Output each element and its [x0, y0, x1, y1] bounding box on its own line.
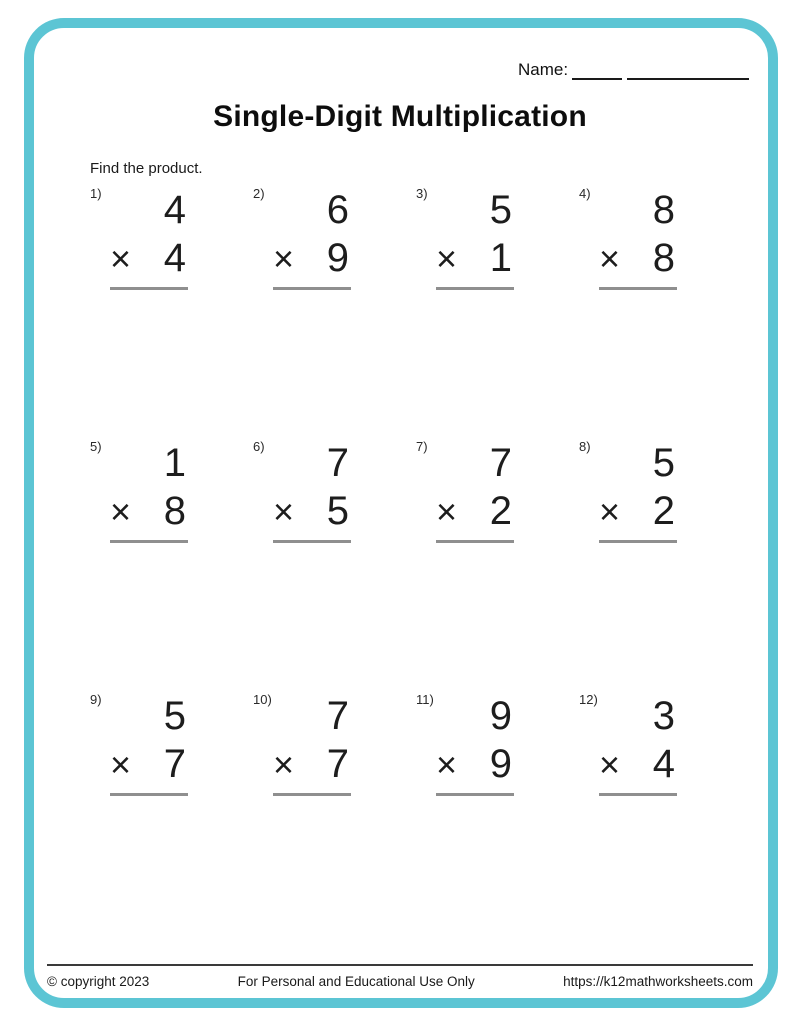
problem-cell-4 [579, 186, 742, 439]
multiply-sign: × [436, 491, 458, 532]
problem-work-area [436, 443, 514, 543]
problem-cell-12 [579, 692, 742, 945]
multiply-sign: × [273, 238, 295, 279]
problem-number: 4) [579, 186, 591, 201]
answer-line [436, 793, 514, 796]
problem-work-area [599, 696, 677, 796]
top-factor: 7 [326, 694, 349, 738]
problem-number: 7) [416, 439, 428, 454]
top-factor: 1 [163, 441, 186, 485]
problem-work-area [436, 190, 514, 290]
bottom-factor: 1 [489, 236, 512, 280]
problem-cell-10 [253, 692, 416, 945]
top-factor: 5 [489, 188, 512, 232]
answer-line [273, 540, 351, 543]
multiply-sign: × [599, 491, 621, 532]
problem-work-area [110, 190, 188, 290]
multiplier-row [273, 744, 351, 784]
answer-line [110, 793, 188, 796]
answer-line [273, 793, 351, 796]
problem-cell-1 [90, 186, 253, 439]
page-title: Single-Digit Multiplication [213, 100, 587, 133]
multiplier-row [273, 491, 351, 531]
multiply-sign: × [273, 491, 295, 532]
answer-line [110, 540, 188, 543]
top-factor: 8 [652, 188, 675, 232]
problem-work-area [273, 443, 351, 543]
bottom-factor: 5 [326, 489, 349, 533]
multiplier-row [273, 238, 351, 278]
multiply-sign: × [273, 744, 295, 785]
problem-number: 5) [90, 439, 102, 454]
problem-cell-11 [416, 692, 579, 945]
problem-number: 1) [90, 186, 102, 201]
problem-cell-3 [416, 186, 579, 439]
footer-usage-text: For Personal and Educational Use Only [237, 974, 475, 989]
problems-grid [90, 186, 742, 945]
bottom-factor: 8 [652, 236, 675, 280]
problem-work-area [273, 696, 351, 796]
multiply-sign: × [599, 238, 621, 279]
name-field-row [518, 60, 749, 80]
problem-work-area [273, 190, 351, 290]
bottom-factor: 9 [326, 236, 349, 280]
bottom-factor: 2 [652, 489, 675, 533]
multiplier-row [110, 238, 188, 278]
problem-cell-6 [253, 439, 416, 692]
top-factor: 5 [163, 694, 186, 738]
top-factor: 7 [326, 441, 349, 485]
instruction-text: Find the product. [90, 160, 203, 177]
problem-cell-8 [579, 439, 742, 692]
name-label: Name: [518, 60, 569, 79]
answer-line [599, 540, 677, 543]
footer-divider [47, 964, 753, 966]
top-factor: 7 [489, 441, 512, 485]
multiplier-row [599, 238, 677, 278]
multiplier-row [436, 744, 514, 784]
answer-line [273, 287, 351, 290]
problem-work-area [110, 443, 188, 543]
problem-cell-7 [416, 439, 579, 692]
problem-cell-5 [90, 439, 253, 692]
answer-line [436, 287, 514, 290]
multiplier-row [110, 491, 188, 531]
top-factor: 5 [652, 441, 675, 485]
bottom-factor: 7 [326, 742, 349, 786]
problem-cell-2 [253, 186, 416, 439]
problem-number: 3) [416, 186, 428, 201]
problem-number: 8) [579, 439, 591, 454]
multiply-sign: × [436, 238, 458, 279]
multiply-sign: × [436, 744, 458, 785]
multiplier-row [110, 744, 188, 784]
top-factor: 3 [652, 694, 675, 738]
problem-number: 11) [416, 692, 434, 707]
bottom-factor: 4 [652, 742, 675, 786]
footer-copyright: © copyright 2023 [47, 974, 150, 989]
answer-line [436, 540, 514, 543]
bottom-factor: 2 [489, 489, 512, 533]
top-factor: 9 [489, 694, 512, 738]
name-blank-line [627, 63, 749, 80]
top-factor: 4 [163, 188, 186, 232]
problem-number: 6) [253, 439, 265, 454]
problem-work-area [599, 443, 677, 543]
bottom-factor: 8 [163, 489, 186, 533]
answer-line [110, 287, 188, 290]
bottom-factor: 4 [163, 236, 186, 280]
multiplier-row [599, 744, 677, 784]
multiplier-row [436, 238, 514, 278]
problem-work-area [599, 190, 677, 290]
problem-cell-9 [90, 692, 253, 945]
top-factor: 6 [326, 188, 349, 232]
problem-work-area [436, 696, 514, 796]
bottom-factor: 7 [163, 742, 186, 786]
problem-number: 10) [253, 692, 272, 707]
problem-number: 9) [90, 692, 102, 707]
multiplier-row [436, 491, 514, 531]
multiply-sign: × [599, 744, 621, 785]
multiply-sign: × [110, 491, 132, 532]
multiply-sign: × [110, 238, 132, 279]
multiply-sign: × [110, 744, 132, 785]
multiplier-row [599, 491, 677, 531]
footer-url: https://k12mathworksheets.com [563, 974, 753, 989]
problem-number: 12) [579, 692, 598, 707]
footer [47, 974, 753, 989]
problem-work-area [110, 696, 188, 796]
bottom-factor: 9 [489, 742, 512, 786]
name-blank-line [572, 63, 622, 80]
answer-line [599, 287, 677, 290]
problem-number: 2) [253, 186, 265, 201]
answer-line [599, 793, 677, 796]
